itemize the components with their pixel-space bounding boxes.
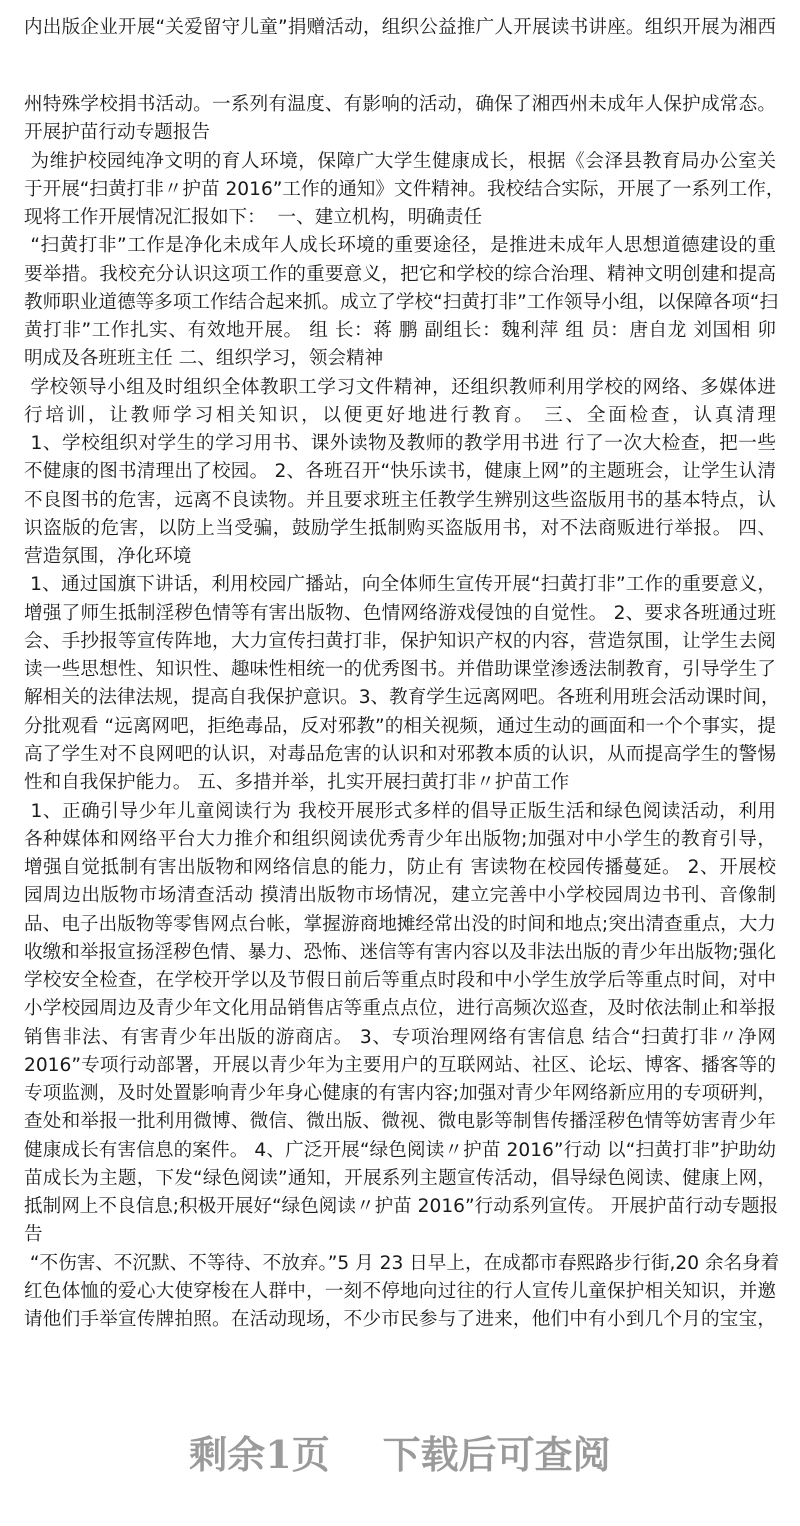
text-line: 查处和举报一批利用微博、微信、微出版、微视、微电影等制售传播淫秽色情等妨害青少年 xyxy=(24,1111,776,1133)
text-line: 于开展“扫黄打非〃护苗 2016”工作的通知》文件精神。我校结合实际，开展了一系列工作， xyxy=(24,178,785,200)
text-line: 行培训，让教师学习相关知识，以便更好地进行教育。 三、全面检查，认真清理 xyxy=(24,404,776,426)
text-line: 性和自我保护能力。 五、多措并举，扎实开展扫黄打非〃护苗工作 xyxy=(24,772,570,794)
text-line: “不伤害、不沉默、不等待、不放弃。”5 月 23 日早上，在成都市春熙路步行街,20 余名身着 xyxy=(24,1252,780,1274)
text-line: 开展护苗行动专题报告 xyxy=(24,122,210,144)
text-line: 1、学校组织对学生的学习用书、课外读物及教师的教学用书进 行了一次大检查，把一些 xyxy=(24,433,776,455)
text-line: 读一些思想性、知识性、趣味性相统一的优秀图书。并借助课堂渗透法制教育，引导学生了 xyxy=(24,659,776,681)
text-line: 各种媒体和网络平台大力推介和组织阅读优秀青少年出版物;加强对中小学生的教育引导， xyxy=(24,828,776,850)
text-line: 学校安全检查，在学校开学以及节假日前后等重点时段和中小学生放学后等重点时间，对中 xyxy=(24,970,776,992)
text-line: 1、通过国旗下讲话，利用校园广播站，向全体师生宣传开展“扫黄打非”工作的重要意义， xyxy=(24,574,776,596)
text-line: 营造氛围，净化环境 xyxy=(24,546,192,568)
text-line: 专项监测，及时处置影响青少年身心健康的有害内容;加强对青少年网络新应用的专项研判， xyxy=(24,1083,776,1105)
text-line: 不健康的图书清理出了校园。 2、各班召开“快乐读书，健康上网”的主题班会，让学生认清 xyxy=(24,461,776,483)
text-line: 健康成长有害信息的案件。 4、广泛开展“绿色阅读〃护苗 2016”行动 以“扫黄打非”护助幼 xyxy=(24,1139,776,1161)
remaining-pages-label: 剩余1页 xyxy=(189,1432,330,1477)
text-line: 教师职业道德等多项工作结合起来抓。成立了学校“扫黄打非”工作领导小组，以保障各项“扫 xyxy=(24,291,779,313)
text-line: 抵制网上不良信息;积极开展好“绿色阅读〃护苗 2016”行动系列宣传。 开展护苗行动专题报 xyxy=(24,1196,779,1218)
text-line: 苗成长为主题，下发“绿色阅读”通知，开展系列主题宣传活动，倡导绿色阅读、健康上网， xyxy=(24,1167,776,1189)
text-line: 内出版企业开展“关爱留守儿童”捐赠活动，组织公益推广人开展读书讲座。组织开展为湘西 xyxy=(24,17,776,38)
text-line: 现将工作开展情况汇报如下： 一、建立机构，明确责任 xyxy=(24,207,483,229)
remaining-pages-notice[interactable] xyxy=(0,1424,800,1479)
text-line: 园周边出版物市场清查活动 摸清出版物市场情况，建立完善中小学校园周边书刊、音像制 xyxy=(24,885,776,907)
text-line: 明成及各班班主任 二、组织学习，领会精神 xyxy=(24,348,384,370)
text-line: 识盗版的危害，以防上当受骗，鼓励学生抵制购买盗版用书，对不法商贩进行举报。 四、 xyxy=(24,517,776,539)
text-line: 会、手抄报等宣传阵地，大力宣传扫黄打非，保护知识产权的内容，营造氛围，让学生去阅 xyxy=(24,630,776,652)
text-line: 收缴和举报宣扬淫秽色情、暴力、恐怖、迷信等有害内容以及非法出版的青少年出版物;强化 xyxy=(24,941,776,963)
text-line: “扫黄打非”工作是净化未成年人成长环境的重要途径，是推进未成年人思想道德建设的重 xyxy=(24,235,776,257)
download-to-view-label: 下载后可查阅 xyxy=(382,1432,611,1477)
text-line: 销售非法、有害青少年出版的游商店。 3、专项治理网络有害信息 结合“扫黄打非〃净网 xyxy=(24,1026,776,1048)
text-line: 学校领导小组及时组织全体教职工学习文件精神，还组织教师利用学校的网络、多媒体进 xyxy=(24,376,776,398)
text-line: 高了学生对不良网吧的认识，对毒品危害的认识和对邪教本质的认识，从而提高学生的警惕 xyxy=(24,743,776,765)
text-line: 增强了师生抵制淫秽色情等有害出版物、色情网络游戏侵蚀的自觉性。 2、要求各班通过班 xyxy=(24,602,776,624)
text-line: 州特殊学校捐书活动。一系列有温度、有影响的活动，确保了湘西州未成年人保护成常态。 xyxy=(24,94,776,115)
text-line: 要举措。我校充分认识这项工作的重要意义，把它和学校的综合治理、精神文明创建和提高 xyxy=(24,263,776,285)
text-line: 为维护校园纯净文明的育人环境，保障广大学生健康成长，根据《会泽县教育局办公室关 xyxy=(24,150,776,172)
text-line: 2016”专项行动部署，开展以青少年为主要用户的互联网站、社区、论坛、博客、播客等的 xyxy=(24,1054,776,1076)
text-line: 红色体恤的爱心大使穿梭在人群中，一刻不停地向过往的行人宣传儿童保护相关知识，并邀 xyxy=(24,1280,776,1302)
text-line: 告 xyxy=(24,1224,43,1246)
text-line: 解相关的法律法规，提高自我保护意识。3、教育学生远离网吧。各班利用班会活动课时间， xyxy=(24,687,780,709)
text-line: 增强自觉抵制有害出版物和网络信息的能力，防止有 害读物在校园传播蔓延。 2、开展校 xyxy=(24,857,776,879)
text-line: 不良图书的危害，远离不良读物。并且要求班主任教学生辨别这些盗版用书的基本特点，认 xyxy=(24,489,776,511)
text-line: 分批观看 “远离网吧，拒绝毒品，反对邪教”的相关视频，通过生动的画面和一个个事实，提 xyxy=(24,715,776,737)
text-line: 黄打非”工作扎实、有效地开展。 组 长：蒋 鹏 副组长：魏利萍 组 员：唐自龙 刘国相 卯 xyxy=(24,320,776,342)
text-line: 1、正确引导少年儿童阅读行为 我校开展形式多样的倡导正版生活和绿色阅读活动，利用 xyxy=(24,800,776,822)
text-line: 小学校园周边及青少年文化用品销售店等重点点位，进行高频次巡查，及时依法制止和举报 xyxy=(24,998,776,1020)
text-line: 请他们手举宣传牌拍照。在活动现场，不少市民参与了进来，他们中有小到几个月的宝宝， xyxy=(24,1309,776,1331)
text-line: 品、电子出版物等零售网点台帐，掌握游商地摊经常出没的时间和地点;突出清查重点，大力 xyxy=(24,913,776,935)
